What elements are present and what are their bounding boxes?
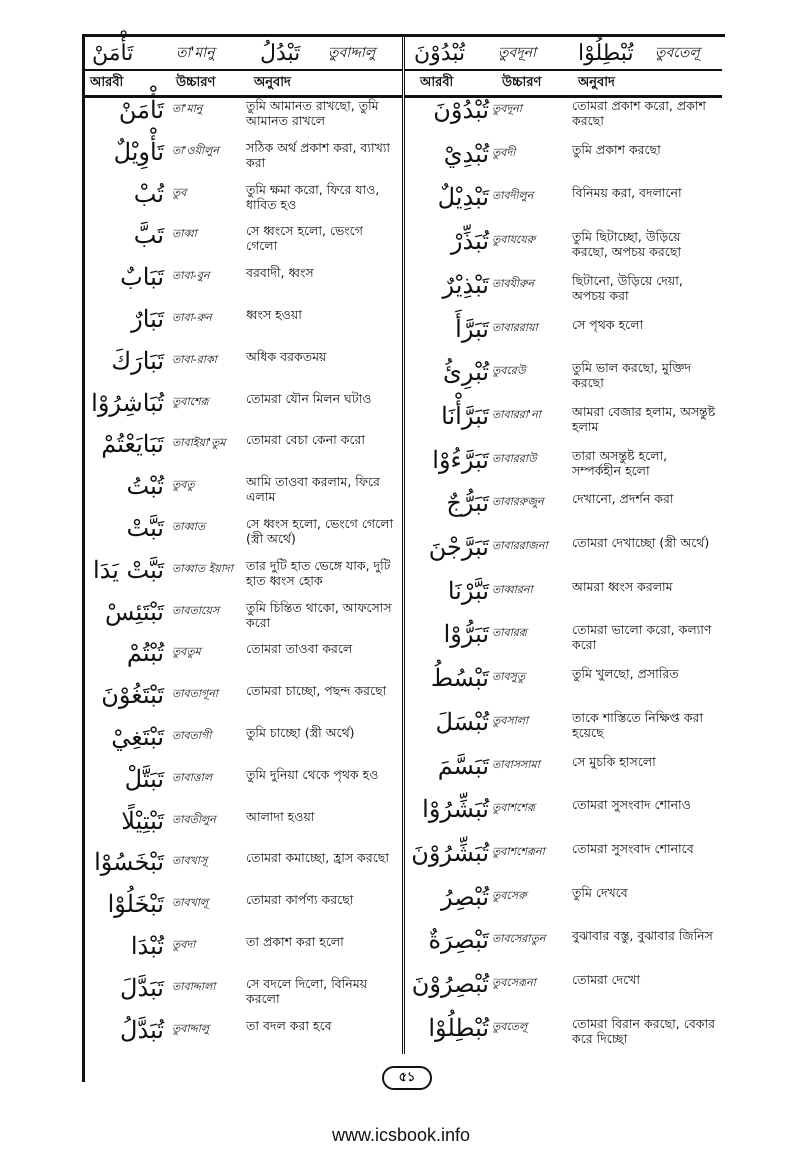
entry-pronunciation: তুবতুম (172, 645, 201, 659)
entry-meaning: তোমরা চাচ্ছো, পছন্দ করছো (246, 683, 387, 699)
entry-pronunciation: তাবখালূ (172, 896, 209, 910)
list-item (84, 96, 400, 136)
header-left-translit-1: তা'মানু (176, 45, 215, 61)
entry-meaning: তুমি প্রকাশ করছো (572, 141, 661, 157)
entry-pronunciation: তুবদা (172, 938, 196, 951)
list-item (84, 389, 400, 429)
entry-meaning: তোমরা বেচা কেনা করো (246, 432, 366, 448)
list-item (84, 848, 400, 888)
list-item (84, 472, 400, 512)
column-header-left (84, 69, 402, 98)
entry-pronunciation: তুবাশশেরূনা (492, 844, 545, 858)
entry-meaning: সে ধ্বংসে হলো, ভেংগে গেলো (246, 223, 363, 254)
entry-pronunciation: তুবসেরূনা (492, 976, 536, 989)
entry-meaning: বুঝাবার বস্তু, বুঝাবার জিনিস (572, 928, 713, 944)
entry-meaning: তুমি ভাল করছো, মুক্তিদ করছো (572, 360, 692, 391)
entry-meaning: আলাদা হওয়া (246, 808, 315, 824)
entry-meaning: তোমরা সুসংবাদ শোনাও (572, 797, 691, 813)
list-item (407, 402, 722, 442)
entry-arabic: تَبْدِيْلٌ (437, 183, 489, 212)
entry-pronunciation: তা'মানু (172, 102, 203, 115)
entry-arabic: تَأْوِيْلٌ (113, 137, 164, 166)
header-left-arabic-1: تَأْمَنْ (92, 40, 134, 66)
entry-pronunciation: তাবতীলুন (172, 812, 216, 826)
entry-arabic: تَبَدَّلَ (120, 973, 164, 1002)
entry-meaning: ধ্বংস হওয়া (246, 307, 302, 322)
entry-meaning: তোমরা দেখাচ্ছো (স্ত্রী অর্থে) (572, 535, 710, 550)
list-item (407, 271, 722, 311)
entry-pronunciation: তাবাররা'না (492, 407, 541, 421)
entry-meaning: সে বদলে দিলো, বিনিময় করলো (246, 975, 368, 1006)
entry-meaning: তা বদল করা হবে (246, 1017, 332, 1033)
entry-arabic: تَبَّرْنَا (447, 576, 489, 605)
entry-arabic: تُبَاشِرُوْا (91, 388, 164, 417)
list-item (407, 533, 722, 573)
list-item (407, 183, 722, 223)
entry-arabic: تُبْطِلُوْا (428, 1013, 489, 1042)
entry-arabic: تُبْدِيْ (443, 139, 489, 168)
list-item (84, 263, 400, 303)
page-number: ৫১ (382, 1066, 432, 1090)
header-right-arabic-2: تُبْطِلُوْا (578, 40, 634, 66)
entry-meaning: তুমি চাচ্ছো (স্ত্রী অর্থে) (246, 725, 355, 740)
entry-meaning: তোমরা কার্পণ্য করছো (246, 892, 354, 908)
entry-pronunciation: তাব্বাত ইয়াদা (172, 561, 233, 575)
col-pronunciation-label: উচ্চারণ (502, 74, 542, 90)
list-item (407, 96, 722, 136)
list-item (84, 765, 400, 805)
header-right-arabic-1: تُبْدُوْنَ (414, 40, 466, 66)
entry-arabic: تَبَرُّوْا (443, 620, 489, 649)
list-item (407, 489, 722, 529)
column-header-right (404, 69, 722, 98)
entry-pronunciation: তাবতায়েস (172, 603, 220, 617)
list-item (84, 681, 400, 721)
header-left-translit-2: তুবাদ্দালু (328, 45, 376, 61)
entry-pronunciation: তাবাররূ (492, 626, 527, 640)
entry-arabic: تَبْصِرَةٌ (428, 926, 489, 955)
list-item (84, 347, 400, 387)
entry-meaning: তাকে শাস্তিতে নিক্ষিপ্ত করা হয়েছে (572, 709, 703, 740)
entry-meaning: তুমি দেখবে (572, 884, 628, 900)
entry-arabic: تَبَرَّءُوْا (432, 445, 489, 474)
entry-meaning: বিনিময় করা, বদলানো (572, 185, 682, 201)
entry-pronunciation: তাবতাগূনা (172, 687, 218, 701)
entry-arabic: تَبْخَلُوْا (107, 890, 164, 919)
entry-meaning: দেখানো, প্রদর্শন করা (572, 491, 674, 507)
column-divider (402, 34, 405, 1054)
list-item (84, 974, 400, 1014)
entry-pronunciation: তাব্বাত (172, 520, 206, 533)
entry-meaning: তুমি আমানত রাখছো, তুমি আমানত রাখলে (246, 98, 379, 128)
list-item (84, 138, 400, 178)
entry-pronunciation: তাবসুতু (492, 670, 526, 684)
entry-arabic: تَبْتَغُوْنَ (101, 681, 164, 710)
entry-arabic: تُبَدَّلُ (120, 1015, 164, 1044)
list-item (84, 932, 400, 972)
entry-arabic: تُبْرِئُ (443, 358, 489, 387)
header-right-translit-2: তুবতেলূ (655, 45, 700, 61)
col-arabic-label: আরবী (420, 74, 454, 90)
entry-meaning: তারা অসন্তুষ্ট হলো, সম্পর্কহীন হলো (572, 447, 668, 478)
col-meaning-label: অনুবাদ (578, 74, 615, 90)
entry-meaning: আমরা ধ্বংস করলাম (572, 578, 673, 594)
entry-arabic: تَبَرَّأْنَا (441, 401, 489, 430)
entry-meaning: সে ধ্বংস হলো, ভেংগে গেলো (স্ত্রী অর্থে) (246, 516, 394, 546)
list-item (84, 180, 400, 220)
running-header-left (90, 37, 395, 69)
entry-meaning: তুমি দুনিয়া থেকে পৃথক হও (246, 766, 379, 782)
list-item (84, 221, 400, 261)
list-item (407, 620, 722, 660)
entry-arabic: تَبْذِيْرٌ (442, 270, 489, 299)
entry-arabic: تَبَرَّأَ (455, 314, 489, 343)
entry-arabic: تُبْصِرُ (441, 882, 489, 911)
entry-arabic: تُبْدُوْنَ (433, 96, 489, 124)
entry-pronunciation: তাবতাগী (172, 729, 212, 742)
entry-meaning: তোমরা বিরান করছো, বেকার করে দিচ্ছো (572, 1015, 716, 1046)
entry-arabic: تُبَذِّرْ (450, 227, 489, 256)
entry-pronunciation: তাবাত্তাল (172, 770, 213, 784)
list-item (407, 970, 722, 1010)
list-item (407, 227, 722, 267)
entry-pronunciation: তা'ওয়ীলুন (172, 143, 219, 157)
entry-arabic: تَبْخَسُوْا (94, 848, 164, 877)
entry-meaning: তোমরা কমাচ্ছো, হ্রাস করছো (246, 850, 389, 866)
entry-meaning: আমরা বেজার হলাম, অসন্তুষ্ট হলাম (572, 403, 716, 434)
list-item (407, 752, 722, 792)
list-item (84, 1016, 400, 1056)
entry-pronunciation: তুবতেলূ (492, 1019, 528, 1033)
list-item (84, 598, 400, 638)
list-item (407, 358, 722, 398)
list-item (84, 556, 400, 596)
entry-pronunciation: তুব (172, 185, 187, 199)
entry-arabic: تُبَشِّرُوْنَ (411, 838, 489, 867)
entry-arabic: تُبْتُ (126, 472, 164, 501)
list-item (84, 723, 400, 763)
entry-pronunciation: তাবা-বুন (172, 269, 210, 283)
entry-pronunciation: তাবাররুজুন (492, 495, 544, 509)
entry-pronunciation: তুবাদ্দালু (172, 1021, 210, 1035)
entry-meaning: তোমরা তাওবা করলে (246, 641, 353, 657)
list-item (407, 795, 722, 835)
list-item (407, 577, 722, 617)
entry-pronunciation: তাবাদ্দালা (172, 979, 216, 993)
entry-arabic: تُبَشِّرُوْا (422, 795, 489, 824)
entry-pronunciation: তাবদীলুন (492, 189, 534, 203)
entry-pronunciation: তুবসেরু (492, 888, 527, 902)
entry-arabic: تَبَارٌ (131, 305, 164, 333)
entry-meaning: বরবাদী, ধ্বংস (246, 265, 314, 281)
col-arabic-label: আরবী (90, 74, 124, 90)
entry-pronunciation: তাবখাসূ (172, 854, 208, 868)
entry-pronunciation: তুবরেউ (492, 364, 526, 378)
entry-meaning: সঠিক অর্থ প্রকাশ করা, ব্যাখ্যা করা (246, 139, 391, 170)
entry-arabic: تَبَرَّجْنَ (428, 533, 489, 561)
entry-pronunciation: তাবসেরাতুন (492, 932, 546, 946)
entry-pronunciation: তাবাররায়া (492, 320, 538, 334)
entry-pronunciation: তাবাররাজনা (492, 539, 548, 552)
list-item (84, 305, 400, 345)
list-item (84, 639, 400, 679)
entry-arabic: تَبْتَئِسْ (104, 597, 164, 626)
entry-pronunciation: তাবযীরুন (492, 276, 535, 290)
entry-arabic: تَبْتِيْلًا (121, 806, 164, 835)
entry-meaning: তুমি ছিটাচ্ছো, উড়িয়ে করছো, অপচয় করছো (572, 229, 682, 260)
entry-pronunciation: তাবাসসামা (492, 757, 540, 771)
list-item (407, 708, 722, 748)
entry-pronunciation: তুবদী (492, 145, 516, 159)
entry-pronunciation: তাব্বা (172, 227, 197, 241)
entry-meaning: আমি তাওবা করলাম, ফিরে এলাম (246, 474, 380, 505)
entry-meaning: সে পৃথক হলো (572, 316, 644, 332)
entry-arabic: تُبْ (133, 179, 164, 208)
entry-arabic: تُبْتُمْ (126, 639, 164, 668)
list-item (84, 430, 400, 470)
list-item (407, 140, 722, 180)
entry-meaning: তোমরা যৌন মিলন ঘটাও (246, 390, 372, 406)
entry-pronunciation: তাবা-রাকা (172, 352, 217, 366)
entry-arabic: تَبَّتْ يَدَا (92, 555, 164, 584)
list-item (84, 807, 400, 847)
entry-meaning: তোমরা ভালো করো, কল্যাণ করো (572, 622, 712, 653)
entry-pronunciation: তাবা-রুন (172, 311, 212, 324)
entry-meaning: তার দুটি হাত ভেঙ্গে যাক, দুটি হাত ধ্বংস হোক (246, 557, 391, 588)
list-item (84, 890, 400, 930)
list-item (407, 926, 722, 966)
header-right-translit-1: তুবদূনা (498, 45, 537, 61)
entry-pronunciation: তাব্বারনা (492, 582, 533, 596)
list-item (407, 839, 722, 879)
entry-meaning: তোমরা সুসংবাদ শোনাবে (572, 840, 694, 856)
entry-meaning: সে মুচকি হাসলো (572, 753, 656, 769)
entry-arabic: تَبَرُّجٌ (446, 489, 489, 518)
entry-pronunciation: তুবসালা (492, 713, 529, 727)
entry-meaning: তোমরা প্রকাশ করো, প্রকাশ করছো (572, 98, 706, 128)
entry-arabic: تُبْسَلَ (435, 707, 489, 736)
col-meaning-label: অনুবাদ (254, 74, 291, 90)
entry-pronunciation: তাবাররাউ (492, 451, 537, 465)
footer-url[interactable]: www.icsbook.info (331, 1125, 471, 1145)
list-item (407, 1014, 722, 1054)
entry-arabic: تَبَارَكَ (111, 346, 164, 375)
col-pronunciation-label: উচ্চারণ (176, 74, 216, 90)
entry-arabic: تَبْسُطُ (430, 664, 489, 693)
entry-pronunciation: তুবাশশেরূ (492, 801, 536, 815)
entry-arabic: تُبْدَا (130, 932, 164, 960)
entry-meaning: তুমি খুলছো, প্রসারিত (572, 666, 679, 682)
entry-meaning: তুমি ক্ষমা করো, ফিরে যাও, ধাবিত হও (246, 181, 380, 212)
header-left-arabic-2: تَبْدُلُ (260, 40, 301, 66)
entry-arabic: تَبَتَّلْ (124, 764, 164, 793)
entry-meaning: অধিক বরকতময় (246, 348, 327, 364)
entry-arabic: تَبَّ (133, 221, 164, 250)
list-item (84, 514, 400, 554)
entry-meaning: তোমরা দেখো (572, 972, 640, 987)
entry-arabic: تَأْمَنْ (118, 96, 164, 124)
entry-pronunciation: তুবদূনা (492, 102, 522, 115)
entry-arabic: تَبَّتْ (126, 514, 164, 542)
list-item (407, 446, 722, 486)
entry-pronunciation: তুবতু (172, 478, 195, 492)
entry-pronunciation: তুবাশেরূ (172, 394, 209, 408)
entry-pronunciation: তুবাযযেরু (492, 233, 536, 247)
entry-arabic: تَبَايَعْتُمْ (101, 430, 164, 459)
entry-arabic: تَبَسَّمَ (437, 751, 489, 780)
entry-meaning: ছিটানো, উড়িয়ে দেয়া, অপচয় করা (572, 272, 683, 303)
entry-meaning: তা প্রকাশ করা হলো (246, 934, 344, 949)
list-item (407, 883, 722, 923)
entry-meaning: তুমি চিন্তিত থাকো, আফসোস করো (246, 599, 392, 630)
list-item (407, 664, 722, 704)
running-header-right (410, 37, 715, 69)
entry-arabic: تَبْتَغِيْ (111, 723, 164, 751)
entry-arabic: تَبَابٌ (120, 263, 164, 292)
entry-arabic: تُبْصِرُوْنَ (411, 970, 489, 998)
list-item (407, 315, 722, 355)
entry-pronunciation: তাবাইয়া'তুম (172, 436, 226, 450)
